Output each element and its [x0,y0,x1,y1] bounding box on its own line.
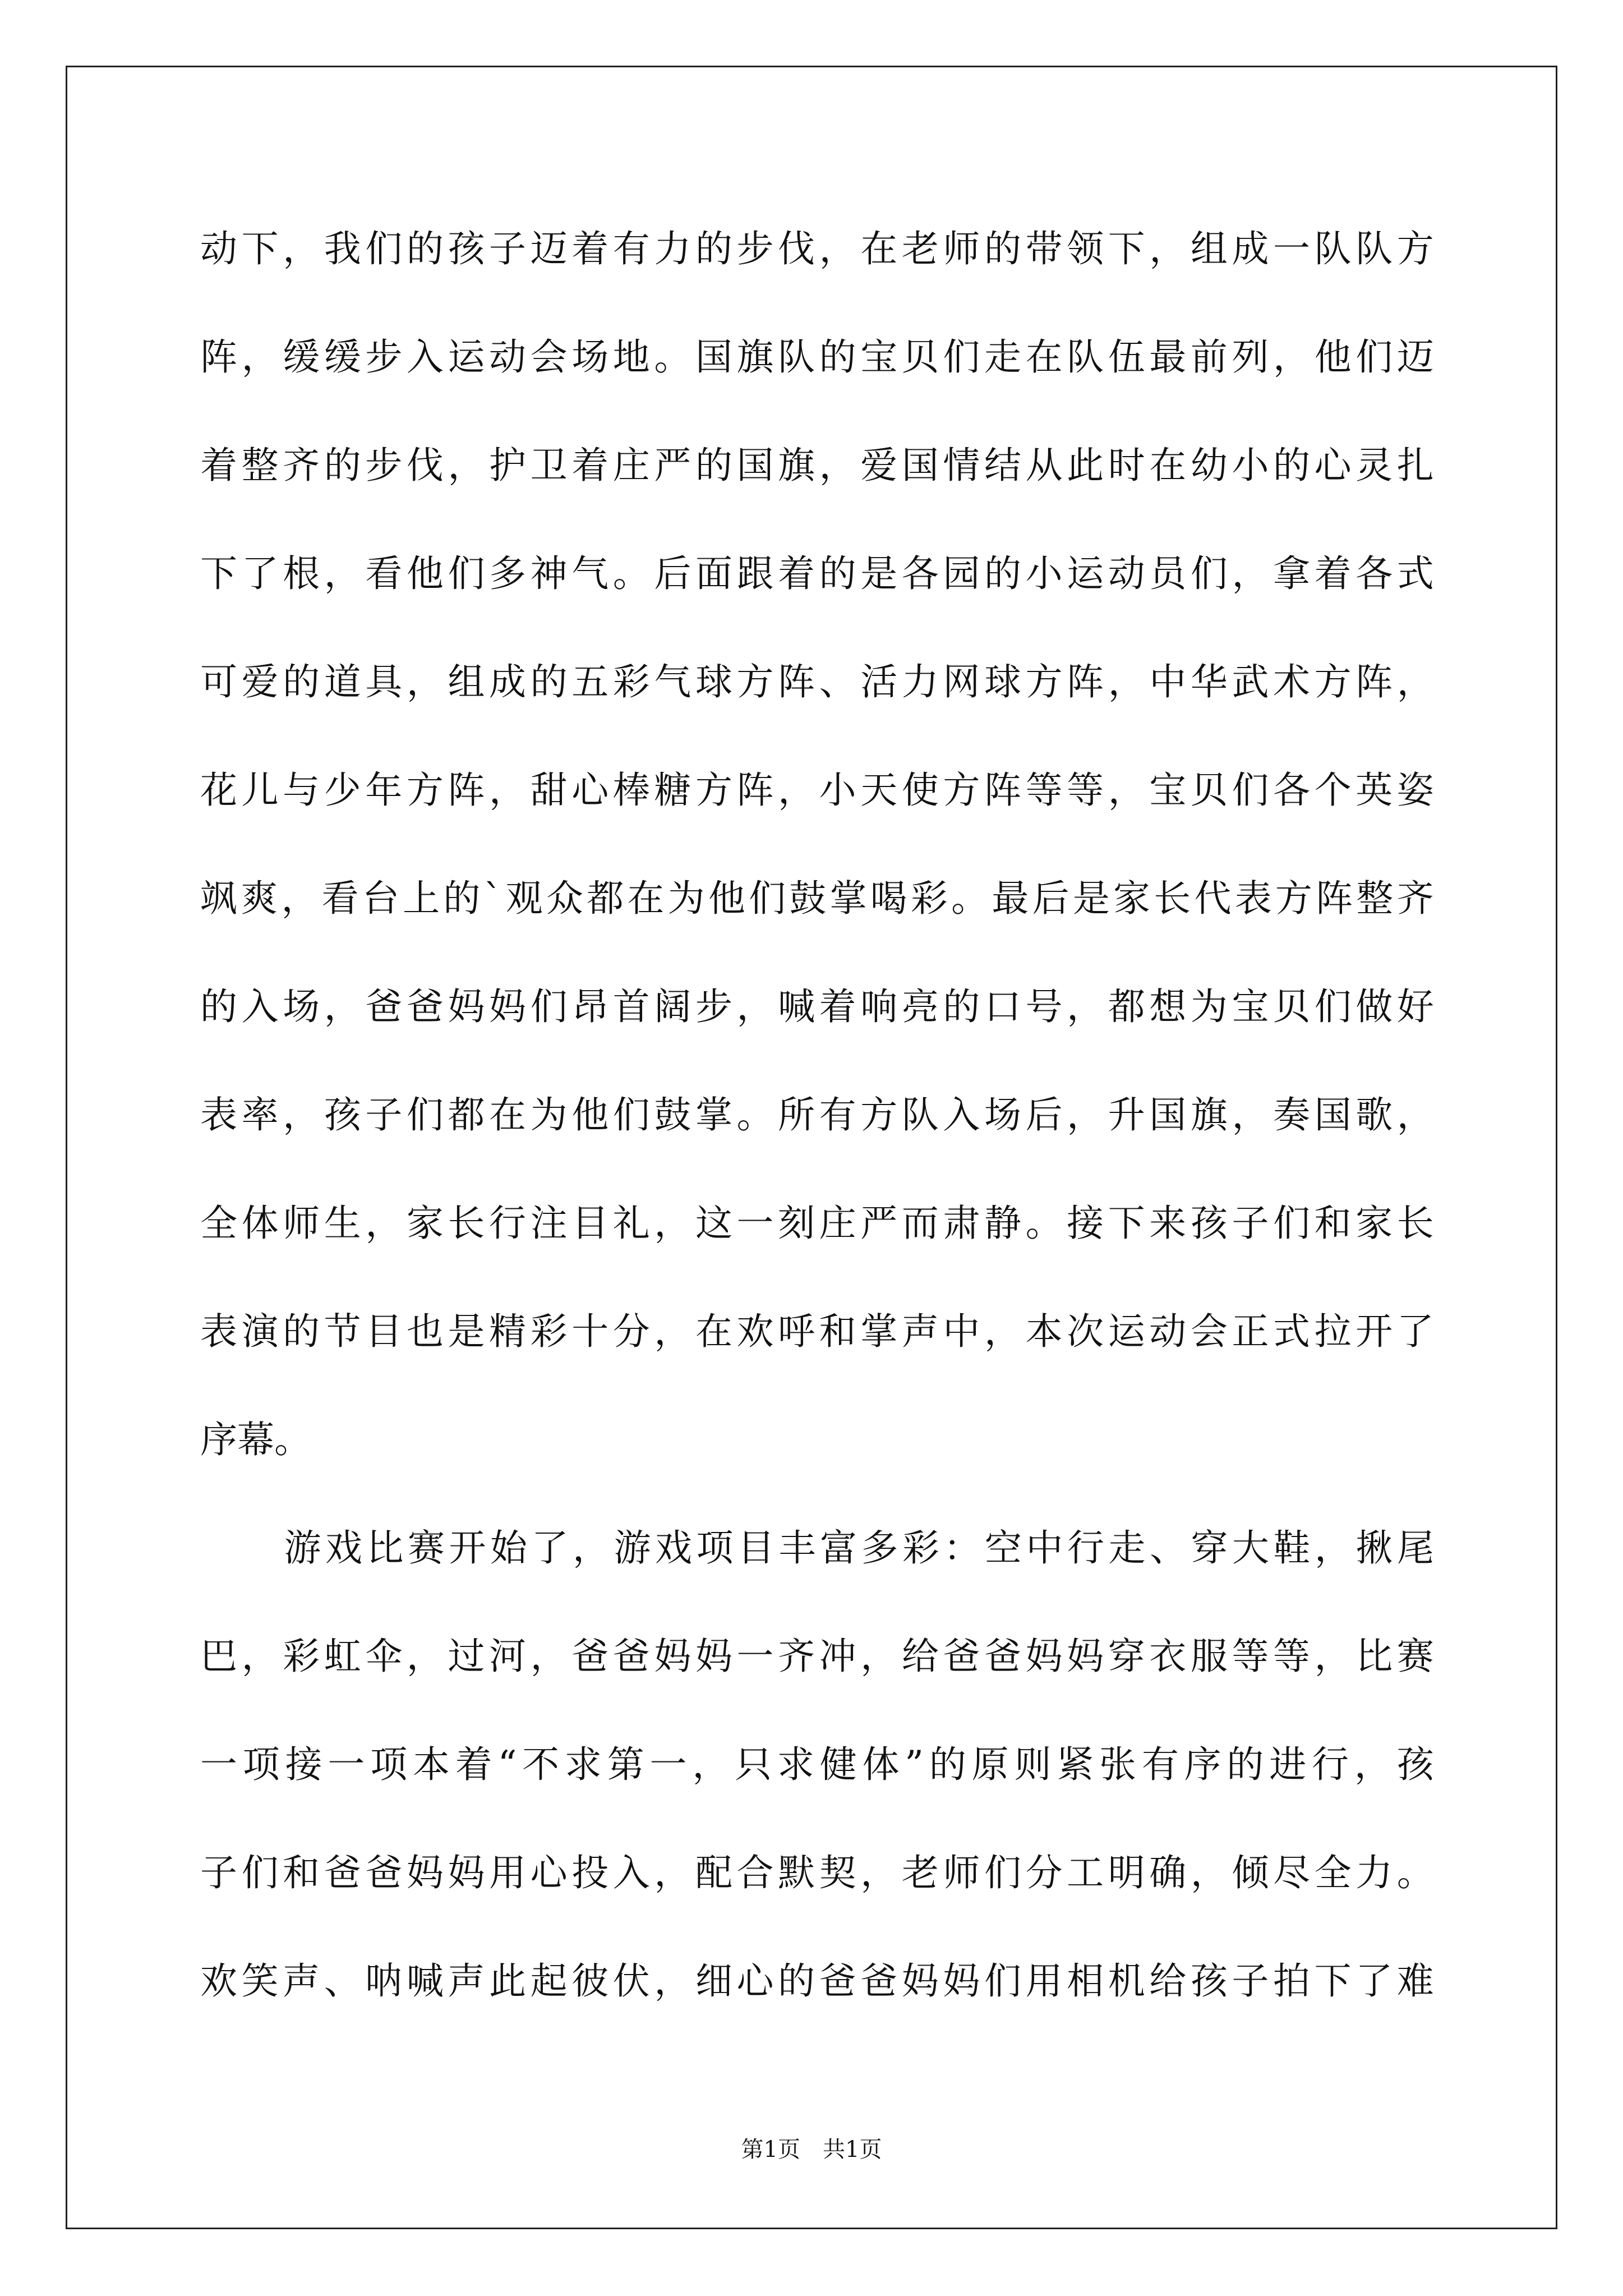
text-line: 欢 笑 声 、 呐 喊 声 此 起 彼 伏 ， 细 心 的 爸 爸 妈 妈 们 用 相 机 给 孩 子 拍 下 了 难 [200,1959,1434,2003]
text-line: 阵 ， 缓 缓 步 入 运 动 会 场 地 。 国 旗 队 的 宝 贝 们 走 在 队 伍 最 前 列 ， 他 们 迈 [200,335,1434,379]
page-footer: 第1页 共1页 [741,2137,882,2162]
text-line: 的 入 场 ， 爸 爸 妈 妈 们 昂 首 阔 步 ， 喊 着 响 亮 的 口 号 ， 都 想 为 宝 贝 们 做 好 [200,985,1434,1028]
text-line: 一 项 接 一 项 本 着 “ 不 求 第 一 ， 只 求 健 体 ” 的 原 则 紧 张 有 序 的 进 行 ， 孩 [200,1743,1434,1786]
paragraph-first-line: 游 戏 比 赛 开 始 了 ， 游 戏 项 目 丰 富 多 彩 ： 空 中 行 走 、 穿 大 鞋 ， 揪 尾 [284,1526,1434,1570]
text-line: 飒 爽 ， 看 台 上 的 ` 观 众 都 在 为 他 们 鼓 掌 喝 彩 。 最 后 是 家 长 代 表 方 阵 整 齐 [200,877,1434,920]
text-line: 表 率 ， 孩 子 们 都 在 为 他 们 鼓 掌 。 所 有 方 队 入 场 后 ， 升 国 旗 ， 奏 国 歌 ， [200,1093,1434,1137]
text-line: 子 们 和 爸 爸 妈 妈 用 心 投 入 ， 配 合 默 契 ， 老 师 们 分 工 明 确 ， 倾 尽 全 力 。 [200,1851,1434,1894]
text-line: 动 下 ， 我 们 的 孩 子 迈 着 有 力 的 步 伐 ， 在 老 师 的 带 领 下 ， 组 成 一 队 队 方 [200,227,1434,270]
text-line: 着 整 齐 的 步 伐 ， 护 卫 着 庄 严 的 国 旗 ， 爱 国 情 结 从 此 时 在 幼 小 的 心 灵 扎 [200,444,1434,487]
text-line: 花 儿 与 少 年 方 阵 ， 甜 心 棒 糖 方 阵 ， 小 天 使 方 阵 等 等 ， 宝 贝 们 各 个 英 姿 [200,769,1434,812]
text-line: 全 体 师 生 ， 家 长 行 注 目 礼 ， 这 一 刻 庄 严 而 肃 静 。 接 下 来 孩 子 们 和 家 长 [200,1202,1434,1245]
text-line: 下 了 根 ， 看 他 们 多 神 气 。 后 面 跟 着 的 是 各 园 的 小 运 动 员 们 ， 拿 着 各 式 [200,552,1434,595]
text-line: 序幕。 [200,1418,311,1461]
document-body [200,215,1434,2056]
text-line: 表 演 的 节 目 也 是 精 彩 十 分 ， 在 欢 呼 和 掌 声 中 ， 本 次 运 动 会 正 式 拉 开 了 [200,1310,1434,1353]
text-line: 可 爱 的 道 具 ， 组 成 的 五 彩 气 球 方 阵 、 活 力 网 球 方 阵 ， 中 华 武 术 方 阵 ， [200,660,1434,703]
text-line: 巴 ， 彩 虹 伞 ， 过 河 ， 爸 爸 妈 妈 一 齐 冲 ， 给 爸 爸 妈 妈 穿 衣 服 等 等 ， 比 赛 [200,1635,1434,1678]
